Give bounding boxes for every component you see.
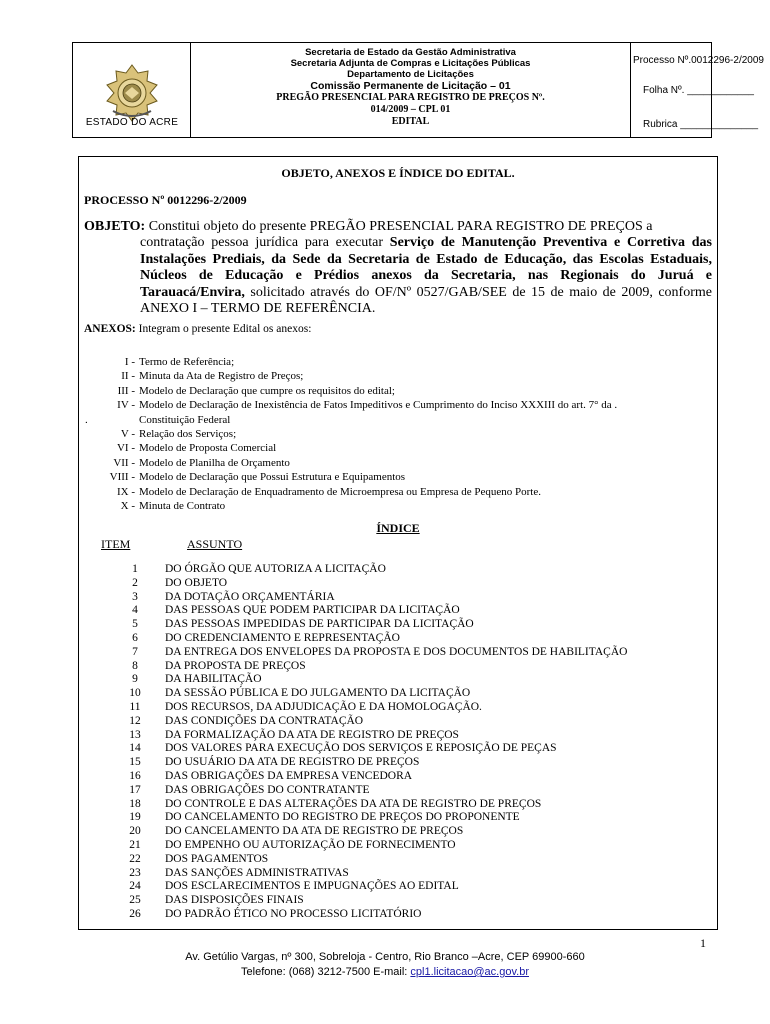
- footer-contact: [0, 965, 770, 980]
- item-subject: DA HABILITAÇÃO: [165, 673, 262, 686]
- item-number: 24: [129, 880, 141, 893]
- column-header-assunto: ASSUNTO: [187, 537, 243, 551]
- item-number: 8: [132, 659, 138, 672]
- footer-phone: Telefone: (068) 3212-7500 E-mail:: [241, 966, 411, 978]
- table-row: [79, 604, 717, 618]
- item-number: 20: [129, 825, 141, 838]
- item-number: 9: [132, 673, 138, 686]
- table-row: [79, 687, 717, 701]
- table-row: [79, 701, 717, 715]
- anexo-number: .: [85, 413, 88, 426]
- item-number: 15: [129, 756, 141, 769]
- list-item: [79, 470, 717, 484]
- item-subject: DA DOTAÇÃO ORÇAMENTÁRIA: [165, 590, 335, 603]
- table-row: [79, 660, 717, 674]
- item-subject: DO ÓRGÃO QUE AUTORIZA A LICITAÇÃO: [165, 563, 386, 575]
- item-subject: DOS PAGAMENTOS: [165, 852, 269, 865]
- email-link[interactable]: cpl1.licitacao@ac.gov.br: [410, 966, 529, 978]
- anexo-text: Minuta de Contrato: [139, 499, 226, 512]
- anexo-number: X -: [120, 499, 135, 512]
- table-row: [79, 756, 717, 770]
- header-line: Departamento de Licitações: [347, 69, 474, 80]
- column-header-item: ITEM: [101, 537, 131, 551]
- item-subject: DO OBJETO: [165, 576, 228, 589]
- item-subject: DOS RECURSOS, DA ADJUDICAÇÃO E DA HOMOLOGAÇÃO.: [165, 700, 482, 713]
- item-subject: DA SESSÃO PÚBLICA E DO JULGAMENTO DA LICITAÇÃO: [165, 687, 471, 700]
- estado-label: ESTADO DO ACRE: [85, 117, 179, 128]
- header-line: EDITAL: [391, 116, 430, 127]
- item-subject: DO EMPENHO OU AUTORIZAÇÃO DE FORNECIMENTO: [165, 838, 456, 851]
- item-subject: DAS OBRIGAÇÕES DO CONTRATANTE: [165, 783, 370, 796]
- indice-title: ÍNDICE: [376, 521, 420, 535]
- list-item: [79, 499, 717, 513]
- table-row: [79, 825, 717, 839]
- anexo-number: I -: [124, 356, 135, 368]
- item-number: 10: [129, 687, 141, 700]
- table-row: [79, 742, 717, 756]
- item-subject: DAS PESSOAS QUE PODEM PARTICIPAR DA LICITAÇÃO: [165, 604, 460, 617]
- objeto-text: contratação pessoa jurídica para executar: [140, 235, 390, 251]
- item-subject: DO USUÁRIO DA ATA DE REGISTRO DE PREÇOS: [165, 756, 420, 769]
- footer-address: Av. Getúlio Vargas, nº 300, Sobreloja - Centro, Rio Branco –Acre, CEP 69900-660: [185, 951, 585, 963]
- table-row: [79, 673, 717, 687]
- item-subject: DA ENTREGA DOS ENVELOPES DA PROPOSTA E DOS DOCUMENTOS DE HABILITAÇÃO: [165, 645, 628, 658]
- document-header: [72, 42, 764, 138]
- header-line: Secretaria Adjunta de Compras e Licitações Públicas: [290, 58, 531, 69]
- anexo-number: IV -: [117, 399, 135, 412]
- table-row: [79, 867, 717, 881]
- table-row: [79, 784, 717, 798]
- table-row: [79, 839, 717, 853]
- item-number: 16: [129, 769, 141, 782]
- table-row: [79, 770, 717, 784]
- header-line: 014/2009 – CPL 01: [370, 104, 451, 115]
- list-item: [79, 427, 717, 441]
- item-subject: DOS VALORES PARA EXECUÇÃO DOS SERVIÇOS E REPOSIÇÃO DE PEÇAS: [165, 742, 557, 755]
- item-number: 18: [129, 797, 141, 810]
- table-row: [79, 894, 717, 908]
- anexo-text: Modelo de Declaração que cumpre os requisitos do edital;: [139, 384, 395, 397]
- table-row: [79, 618, 717, 632]
- page-number: 1: [700, 936, 706, 950]
- objeto-label: OBJETO:: [84, 219, 146, 234]
- header-line: PREGÃO PRESENCIAL PARA REGISTRO DE PREÇOS Nº.: [276, 92, 545, 103]
- item-subject: DAS CONDIÇÕES DA CONTRATAÇÃO: [165, 714, 364, 727]
- page-footer: [0, 950, 770, 980]
- edital-content-box: [78, 156, 718, 930]
- anexos-list: [79, 355, 717, 513]
- list-item: [79, 441, 717, 455]
- item-number: 22: [129, 852, 141, 865]
- item-number: 1: [132, 563, 138, 575]
- table-row: [79, 853, 717, 867]
- table-row: [79, 811, 717, 825]
- item-number: 17: [129, 783, 141, 796]
- item-subject: DO CANCELAMENTO DA ATA DE REGISTRO DE PREÇOS: [165, 825, 464, 838]
- table-row: [79, 908, 717, 922]
- item-subject: DO PADRÃO ÉTICO NO PROCESSO LICITATÓRIO: [165, 907, 422, 920]
- rubrica-field: Rubrica ______________: [643, 119, 759, 130]
- table-row: [79, 632, 717, 646]
- item-number: 2: [132, 576, 138, 589]
- anexo-text: Relação dos Serviços;: [139, 427, 237, 440]
- anexo-number: V -: [120, 427, 135, 440]
- item-number: 13: [129, 728, 141, 741]
- anexos-text: Integram o presente Edital os anexos:: [135, 323, 312, 335]
- item-number: 7: [132, 645, 138, 658]
- list-item: [79, 384, 717, 398]
- item-subject: DO CANCELAMENTO DO REGISTRO DE PREÇOS DO PROPONENTE: [165, 811, 520, 824]
- anexo-number: IX -: [116, 485, 135, 498]
- anexos-intro: [84, 323, 311, 335]
- list-item: [79, 369, 717, 383]
- header-info-cell: [631, 43, 764, 137]
- item-subject: DAS OBRIGAÇÕES DA EMPRESA VENCEDORA: [165, 769, 413, 782]
- table-row: [79, 729, 717, 743]
- item-subject: DA FORMALIZAÇÃO DA ATA DE REGISTRO DE PREÇOS: [165, 728, 459, 741]
- item-number: 11: [129, 700, 141, 713]
- anexo-text: Termo de Referência;: [139, 356, 235, 368]
- item-number: 3: [132, 590, 138, 603]
- list-item: [79, 413, 717, 427]
- item-subject: DAS DISPOSIÇÕES FINAIS: [165, 894, 304, 907]
- anexo-text: Modelo de Planilha de Orçamento: [139, 456, 290, 469]
- item-number: 6: [132, 631, 138, 644]
- item-subject: DAS SANÇÕES ADMINISTRATIVAS: [165, 866, 349, 879]
- anexo-number: VII -: [113, 456, 135, 469]
- item-number: 25: [129, 894, 141, 907]
- section-title: OBJETO, ANEXOS E ÍNDICE DO EDITAL.: [281, 166, 515, 180]
- table-row: [79, 798, 717, 812]
- objeto-continuation: [84, 235, 712, 317]
- header-line: Comissão Permanente de Licitação – 01: [310, 80, 511, 92]
- state-seal-icon: [103, 63, 161, 123]
- header-title-cell: [191, 43, 631, 137]
- anexo-text: Modelo de Declaração que Possui Estrutura e Equipamentos: [139, 471, 406, 484]
- list-item: [79, 485, 717, 499]
- anexo-number: II -: [121, 370, 135, 383]
- item-number: 4: [132, 604, 138, 617]
- objeto-service: Serviço de Manutenção Preventiva e Corretiva das Instalações Prediais, da Sede da Secretaria de Estado de Educação, das Escolas Estaduais, Núcleos de Educação e Prédios anexos da Secretaria, nas Regionais do Juruá e Tarauacá/Envira,: [140, 235, 712, 300]
- indice-list: [79, 563, 717, 922]
- list-item: [79, 456, 717, 470]
- anexos-label: ANEXOS:: [84, 323, 136, 335]
- item-subject: DAS PESSOAS IMPEDIDAS DE PARTICIPAR DA LICITAÇÃO: [165, 618, 474, 631]
- item-number: 26: [129, 907, 141, 920]
- objeto-text: Constitui objeto do presente PREGÃO PRESENCIAL PARA REGISTRO DE PREÇOS a: [145, 219, 653, 234]
- item-subject: DA PROPOSTA DE PREÇOS: [165, 659, 306, 672]
- table-row: [79, 646, 717, 660]
- table-row: [79, 577, 717, 591]
- table-row: [79, 880, 717, 894]
- list-item: [79, 398, 717, 412]
- item-number: 14: [129, 742, 141, 755]
- item-number: 5: [132, 618, 138, 631]
- anexo-number: VIII -: [109, 471, 135, 484]
- item-subject: DO CREDENCIAMENTO E REPRESENTAÇÃO: [165, 631, 400, 644]
- item-subject: DO CONTROLE E DAS ALTERAÇÕES DA ATA DE REGISTRO DE PREÇOS: [165, 797, 542, 810]
- header-line: Secretaria de Estado da Gestão Administrativa: [305, 47, 516, 58]
- table-row: [79, 563, 717, 577]
- processo-heading: PROCESSO Nº 0012296-2/2009: [84, 193, 247, 207]
- anexo-text: Constituição Federal: [139, 413, 231, 426]
- anexo-text: Modelo de Declaração de Enquadramento de Microempresa ou Empresa de Pequeno Porte.: [139, 485, 541, 498]
- objeto-paragraph: [84, 219, 712, 235]
- table-row: [79, 715, 717, 729]
- anexo-text: Minuta da Ata de Registro de Preços;: [139, 370, 304, 383]
- header-logo-cell: [73, 43, 191, 137]
- anexo-number: III -: [117, 384, 135, 397]
- item-number: 23: [129, 866, 141, 879]
- item-number: 12: [129, 714, 141, 727]
- item-subject: DOS ESCLARECIMENTOS E IMPUGNAÇÕES AO EDITAL: [165, 880, 459, 893]
- folha-field: Folha Nº. ____________: [643, 85, 754, 96]
- anexo-text: Modelo de Declaração de Inexistência de Fatos Impeditivos e Cumprimento do Inciso XXXIII do art. 7° da .: [139, 399, 618, 412]
- table-row: [79, 591, 717, 605]
- objeto-text: solicitado através do OF/Nº 0527/GAB/SEE de 15 de maio de 2009, conforme ANEXO I – TERMO DE REFERÊNCIA.: [140, 284, 712, 317]
- processo-number: Processo Nº.0012296-2/2009: [633, 55, 764, 66]
- anexo-number: VI -: [116, 442, 135, 455]
- item-number: 19: [129, 811, 141, 824]
- list-item: [79, 355, 717, 369]
- item-number: 21: [129, 838, 141, 851]
- anexo-text: Modelo de Proposta Comercial: [139, 442, 277, 455]
